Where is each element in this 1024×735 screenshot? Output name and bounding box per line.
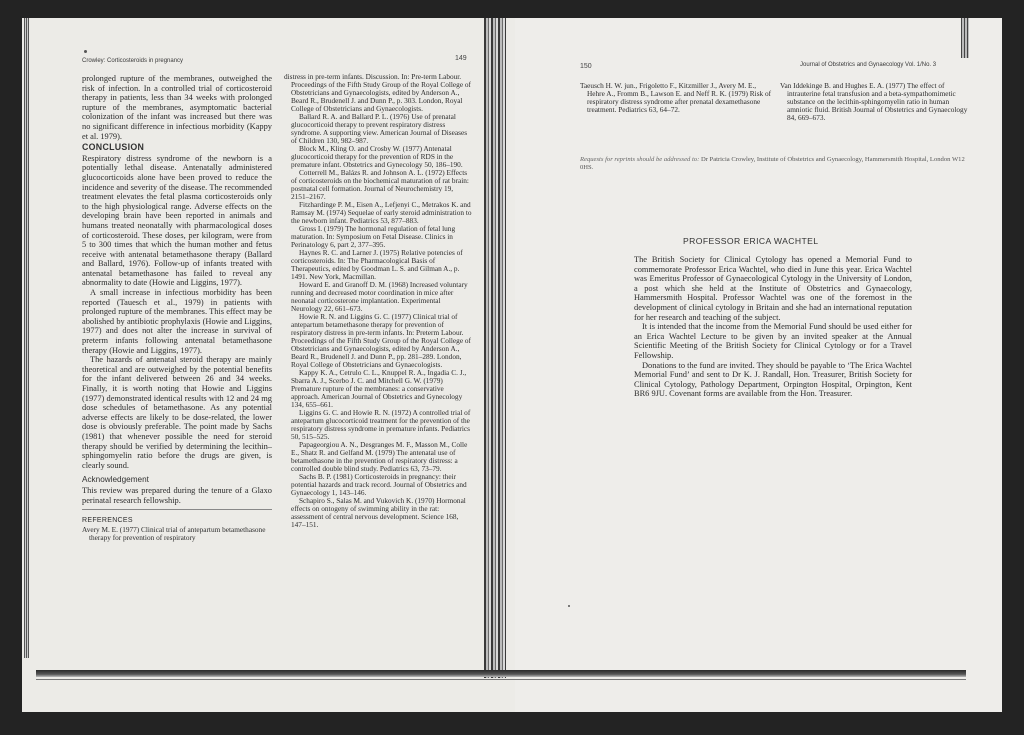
reference-item: distress in pre-term infants. Discussion. In: Pre-term Labour. Proceedings of the Fifth Study Group of the Royal College of Obstetricians and Gynaecologists, edited by Anderson A., Beard R., Brudenell J. and Dunn P., p. 303. London, Royal College of Obstetricians and Gynaecologists. [284, 72, 471, 113]
speck-mark [568, 605, 570, 607]
memorial-paragraph: It is intended that the income from the Memorial Fund should be used either for an Erica Wachtel Lecture to be given by an invited speaker at the Annual Scientific Meeting of the British Society for Clinical Cytology or for a Travel Fellowship. [634, 322, 912, 360]
reprint-note [580, 156, 972, 172]
right-page-number: 150 [580, 63, 592, 70]
reference-item: Sachs B. P. (1981) Corticosteroids in pregnancy: their potential hazards and track record. Journal of Obstetrics and Gynaecology 1, 143–146. [291, 472, 467, 497]
reference-item: Liggins G. C. and Howie R. N. (1972) A controlled trial of antepartum glucocorticoid treatment for the prevention of the respiratory distress syndrome in premature infants. Pediatrics 50, 515–525. [291, 408, 471, 441]
conclusion-paragraph: Respiratory distress syndrome of the newborn is a potentially lethal disease. Antenatally administered glucocorticoids alone have been proved to reduce the incidence and severity of the disease. The recommended treatment elevates the fetal plasma corticosteroids only to the high physiological range. Adverse effects on the developing brain have been reported in animals and humans treated neonatally with pharmacological doses of corticosteroid. These doses, per kilogram, were from 5 to 300 times that which the human mother and fetus receive with antenatal betamethasone therapy (Ballard and Ballard, 1976). Follow-up of infants treated with antenatal betamethasone has failed to reveal any abnormality to date (Howie and Liggins, 1977). [82, 153, 272, 288]
reference-item: Ballard R. A. and Ballard P. L. (1976) Use of prenatal glucocorticoid therapy to prevent respiratory distress syndrome. A supporting view. American Journal of Diseases of Children 130, 982–987. [291, 112, 468, 145]
left-scan-edge [24, 18, 29, 658]
memorial-notice [634, 255, 912, 399]
right-scan-edge [961, 18, 969, 58]
conclusion-paragraph: A small increase in infectious morbidity has been reported (Tauesch et al., 1979) in patients with prolonged rupture of the membranes. This effect may be abolished by antibiotic prophylaxis (Howie and Liggins, 1977) and does not alter the increase in survival of preterm infants following antenatal betamethasone therapy (Howie and Liggins, 1977). [82, 288, 272, 355]
conclusion-heading: CONCLUSION [82, 142, 145, 153]
reprint-label: Requests for reprints should be addressed to: [580, 156, 700, 163]
reference-item: Avery M. E. (1977) Clinical trial of antepartum betamethasone therapy for prevention of respiratory [82, 524, 266, 542]
right-references-col-1 [580, 82, 772, 114]
acknowledgement-text: This review was prepared during the tenure of a Glaxo perinatal research fellowship. [82, 485, 272, 505]
reference-item: Cotterrell M., Balázs R. and Johnson A. L. (1972) Effects of corticosteroids on the biochemical maturation of rat brain: postnatal cell formation. Journal of Neurochemistry 19, 2151–2167. [291, 168, 469, 201]
reference-item: Haynes R. C. and Larner J. (1975) Relative potencies of corticosteroids. In: The Pharmacological Basis of Therapeutics, edited by Goodman L. S. and Gilman A., p. 1491. New York, Macmillan. [291, 248, 463, 281]
memorial-paragraph: The British Society for Clinical Cytology has opened a Memorial Fund to commemorate Professor Erica Wachtel, who died in June this year. Erica Wachtel was Emeritus Professor of Gynaecological Cytology in the University of London, a post which she held at the Institute of Obstetrics and Gynaecology, Hammersmith Hospital. Professor Wachtel was one of the foremost in the development of clinical cytology in Britain and she had an international reputation for her research and teaching of the subject. [634, 255, 912, 322]
conclusion-paragraph: The hazards of antenatal steroid therapy are mainly theoretical and are outweighed by the potential benefits for the infant delivered between 26 and 34 weeks. Finally, it is worth noting that Howie and Liggins (1977) demonstrated identical results with 12 and 24 mg dose schedules of betamethasone. As any potential adverse effects are likely to be dose-related, the lower dose is obviously preferable. The point made by Sachs (1981) that whenever possible the need for steroid therapy should be verified by determining the lecithin–sphingomyelin ratio before the drugs are given, is clearly sound. [82, 355, 272, 470]
reprint-address: Dr Patricia Crowley, Institute of Obstetrics and Gynaecology, Hammersmith Hospital, London W12 0HS. [580, 156, 965, 171]
reference-item: Papageorgiou A. N., Desgranges M. F., Masson M., Colle E., Shatz R. and Gelfand M. (1979) The antenatal use of betamethasone in the prevention of respiratory distress: a controlled double blind study. Pediatrics 63, 73–79. [291, 440, 468, 473]
left-column-2-references [284, 73, 472, 529]
memorial-title: PROFESSOR ERICA WACHTEL [683, 236, 819, 246]
memorial-paragraph: Donations to the fund are invited. They should be payable to ‘The Erica Wachtel Memorial Fund’ and sent to Dr K. J. Randall, Hon. Treasurer, British Society for Clinical Cytology, Pathology Department, Orpington Hospital, Orpington, Kent BR6 9JU. Covenant forms are available from the Hon. Treasurer. [634, 360, 912, 399]
left-running-head: Crowley: Corticosteroids in pregnancy [82, 58, 184, 64]
bottom-scan-bar [36, 670, 966, 677]
reference-item: Block M., Kling O. and Crosby W. (1977) Antenatal glucocorticoid therapy for the prevention of RDS in the premature infant. Obstetrics and Gynecology 50, 186–190. [291, 144, 463, 169]
reference-item: Van Iddekinge B. and Hughes E. A. (1977) The effect of intrauterine fetal transfusion and a beta-sympathomimetic substance on the lecithin-sphingomyelin ratio in human amniotic fluid. British Journal of Obstetrics and Gynaecology 84, 669–673. [780, 81, 968, 122]
acknowledgement-heading: Acknowledgement [82, 475, 149, 485]
reference-item: Kappy K. A., Cetrulo C. L., Knuppel R. A., Ingadia C. J., Sbarra A. J., Scerbo J. C. and Mitchell G. W. (1979) Premature rupture of the membranes: a conservative approach. American Journal of Obstetrics and Gynecology 134, 655–661. [291, 368, 467, 409]
reference-item: Howard E. and Granoff D. M. (1968) Increased voluntary running and decreased motor coordination in mice after neonatal corticosterone implantation. Experimental Neurology 22, 661–673. [291, 280, 468, 313]
book-gutter [484, 18, 506, 678]
intro-paragraph: prolonged rupture of the membranes, outweighed the risk of infection. In a controlled trial of corticosteroid therapy in patients, less than 34 weeks with prolonged rupture of the membranes, asymptomatic bacterial colonization of the infant was increased but there was no significant difference in infectious morbidity (Kappy et al. 1979). [82, 74, 272, 141]
reference-item: Howie R. N. and Liggins G. C. (1977) Clinical trial of antepartum betamethasone therapy for prevention of respiratory distress in pre-term infants. In: Preterm Labour. Proceedings of the Fifth Study Group of the Royal College of Obstetricians and Gynaecologists, edited by Anderson A., Beard R., Brudenell J. and Dunn P., pp. 281–289. London, Royal College of Obstetricians and Gynaecologists. [291, 312, 471, 369]
reference-item: Fitzhardinge P. M., Eisen A., Lefjenyi C., Metrakos K. and Ramsay M. (1974) Sequelae of early steroid administration to the newborn infant. Pediatrics 53, 877–883. [291, 200, 472, 225]
right-references-col-2 [780, 82, 972, 122]
bullet-mark [84, 50, 87, 53]
left-column-1 [82, 74, 272, 542]
bottom-scan-line [36, 679, 966, 680]
left-page-number: 149 [455, 55, 467, 62]
reference-item: Taeusch H. W. jun., Frigoletto F., Kitzmiller J., Avery M. E., Hehre A., Fromm B., Lawson E. and Neff R. K. (1979) Risk of respiratory distress syndrome after prenatal dexamethasone treatment. Pediatrics 63, 64–72. [580, 81, 772, 114]
reference-item: Gross I. (1979) The hormonal regulation of fetal lung maturation. In: Symposium on Fetal Disease. Clinics in Perinatology 6, part 2, 377–395. [291, 224, 456, 249]
reference-item: Schapiro S., Salas M. and Vukovich K. (1970) Hormonal effects on ontogeny of swimming ability in the rat: assessment of central nervous development. Science 168, 147–151. [291, 496, 466, 529]
references-heading: REFERENCES [82, 509, 272, 526]
right-running-head: Journal of Obstetrics and Gynaecology Vol. 1/No. 3 [800, 62, 937, 68]
